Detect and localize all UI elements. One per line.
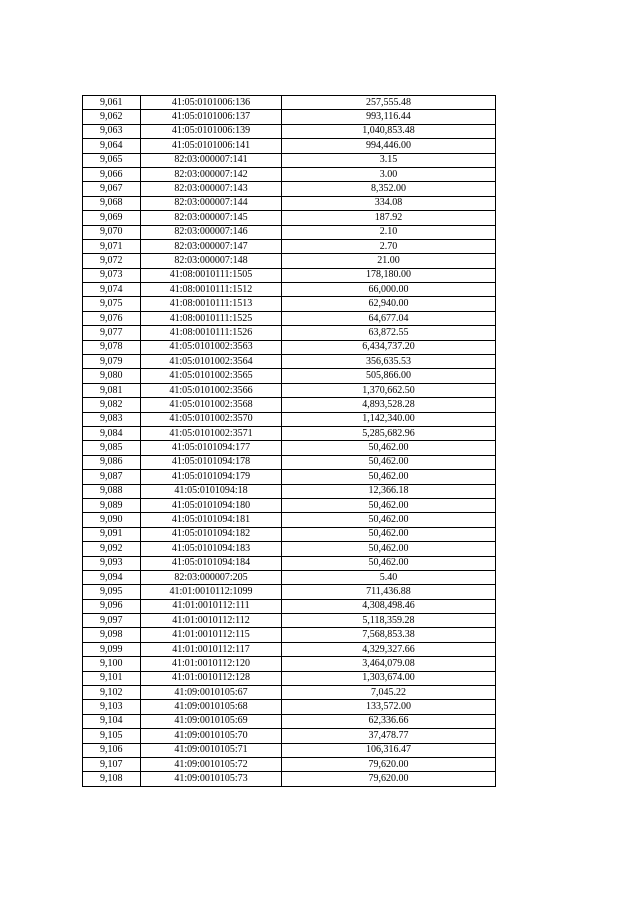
table-row [83,671,496,685]
row-number-cell: 9,087 [83,470,141,484]
table-row [83,498,496,512]
row-number-cell: 9,067 [83,182,141,196]
table-row [83,714,496,728]
row-number-cell: 9,080 [83,369,141,383]
table-row [83,239,496,253]
value-cell: 62,336.66 [282,714,496,728]
table-row [83,340,496,354]
value-cell: 7,045.22 [282,686,496,700]
row-number-cell: 9,064 [83,139,141,153]
row-number-cell: 9,084 [83,426,141,440]
value-cell: 50,462.00 [282,542,496,556]
row-number-cell: 9,062 [83,110,141,124]
value-cell: 79,620.00 [282,757,496,771]
cadastral-number-cell: 41:09:0010105:67 [141,686,282,700]
value-cell: 356,635.53 [282,355,496,369]
value-cell: 6,434,737.20 [282,340,496,354]
table-row [83,412,496,426]
cadastral-number-cell: 41:05:0101002:3570 [141,412,282,426]
row-number-cell: 9,103 [83,700,141,714]
row-number-cell: 9,061 [83,96,141,110]
row-number-cell: 9,095 [83,585,141,599]
table-row [83,124,496,138]
value-cell: 334.08 [282,196,496,210]
row-number-cell: 9,096 [83,599,141,613]
cadastral-number-cell: 82:03:000007:143 [141,182,282,196]
row-number-cell: 9,107 [83,757,141,771]
cadastral-number-cell: 41:05:0101094:178 [141,455,282,469]
table-row [83,398,496,412]
value-cell: 1,370,662.50 [282,383,496,397]
cadastral-number-cell: 82:03:000007:146 [141,225,282,239]
value-cell: 3,464,079.08 [282,657,496,671]
cadastral-number-cell: 41:01:0010112:120 [141,657,282,671]
value-cell: 63,872.55 [282,326,496,340]
table-row [83,369,496,383]
cadastral-number-cell: 41:01:0010112:112 [141,614,282,628]
value-cell: 994,446.00 [282,139,496,153]
table-row [83,441,496,455]
row-number-cell: 9,102 [83,686,141,700]
table-row [83,167,496,181]
cadastral-number-cell: 41:05:0101094:183 [141,542,282,556]
cadastral-number-cell: 41:05:0101094:180 [141,498,282,512]
row-number-cell: 9,065 [83,153,141,167]
cadastral-number-cell: 41:05:0101094:182 [141,527,282,541]
value-cell: 66,000.00 [282,283,496,297]
table-row [83,268,496,282]
cadastral-number-cell: 41:01:0010112:128 [141,671,282,685]
value-cell: 50,462.00 [282,441,496,455]
table-row [83,196,496,210]
table-row [83,470,496,484]
row-number-cell: 9,069 [83,211,141,225]
row-number-cell: 9,072 [83,254,141,268]
value-cell: 79,620.00 [282,772,496,786]
cadastral-number-cell: 82:03:000007:142 [141,167,282,181]
table-row [83,326,496,340]
row-number-cell: 9,063 [83,124,141,138]
cadastral-number-cell: 41:05:0101002:3571 [141,426,282,440]
value-cell: 187.92 [282,211,496,225]
row-number-cell: 9,100 [83,657,141,671]
row-number-cell: 9,106 [83,743,141,757]
row-number-cell: 9,075 [83,297,141,311]
value-cell: 37,478.77 [282,729,496,743]
cadastral-number-cell: 82:03:000007:144 [141,196,282,210]
table-row [83,556,496,570]
value-cell: 50,462.00 [282,498,496,512]
row-number-cell: 9,081 [83,383,141,397]
row-number-cell: 9,076 [83,311,141,325]
value-cell: 50,462.00 [282,513,496,527]
row-number-cell: 9,099 [83,642,141,656]
table-row [83,484,496,498]
cadastral-number-cell: 41:09:0010105:72 [141,757,282,771]
value-cell: 3.00 [282,167,496,181]
value-cell: 5,118,359.28 [282,614,496,628]
cadastral-number-cell: 41:01:0010112:1099 [141,585,282,599]
table-row [83,283,496,297]
table-row [83,254,496,268]
row-number-cell: 9,101 [83,671,141,685]
cadastral-number-cell: 41:08:0010111:1505 [141,268,282,282]
value-cell: 5,285,682.96 [282,426,496,440]
cadastral-number-cell: 41:05:0101002:3563 [141,340,282,354]
cadastral-number-cell: 41:05:0101006:136 [141,96,282,110]
table-row [83,297,496,311]
table-row [83,513,496,527]
value-cell: 3.15 [282,153,496,167]
table-row [83,311,496,325]
cadastral-number-cell: 41:05:0101094:184 [141,556,282,570]
value-cell: 50,462.00 [282,527,496,541]
value-cell: 2.70 [282,239,496,253]
table-row [83,700,496,714]
value-cell: 12,366.18 [282,484,496,498]
value-cell: 50,462.00 [282,455,496,469]
value-cell: 1,040,853.48 [282,124,496,138]
cadastral-number-cell: 82:03:000007:141 [141,153,282,167]
cadastral-number-cell: 41:05:0101094:179 [141,470,282,484]
row-number-cell: 9,074 [83,283,141,297]
table-row [83,570,496,584]
row-number-cell: 9,093 [83,556,141,570]
row-number-cell: 9,085 [83,441,141,455]
value-cell: 133,572.00 [282,700,496,714]
value-cell: 8,352.00 [282,182,496,196]
cadastral-number-cell: 41:05:0101094:181 [141,513,282,527]
value-cell: 4,308,498.46 [282,599,496,613]
value-cell: 505,866.00 [282,369,496,383]
row-number-cell: 9,090 [83,513,141,527]
value-cell: 50,462.00 [282,556,496,570]
row-number-cell: 9,104 [83,714,141,728]
table-row [83,96,496,110]
table-row [83,153,496,167]
row-number-cell: 9,089 [83,498,141,512]
table-row [83,614,496,628]
value-cell: 1,303,674.00 [282,671,496,685]
value-cell: 2.10 [282,225,496,239]
table-row [83,110,496,124]
table-row [83,426,496,440]
value-cell: 1,142,340.00 [282,412,496,426]
cadastral-number-cell: 41:01:0010112:117 [141,642,282,656]
table-row [83,642,496,656]
cadastral-number-cell: 82:03:000007:145 [141,211,282,225]
row-number-cell: 9,066 [83,167,141,181]
row-number-cell: 9,079 [83,355,141,369]
cadastral-number-cell: 82:03:000007:148 [141,254,282,268]
cadastral-number-cell: 41:09:0010105:71 [141,743,282,757]
value-cell: 711,436.88 [282,585,496,599]
value-cell: 62,940.00 [282,297,496,311]
value-cell: 5.40 [282,570,496,584]
table-body [83,96,496,787]
row-number-cell: 9,077 [83,326,141,340]
row-number-cell: 9,094 [83,570,141,584]
row-number-cell: 9,088 [83,484,141,498]
cadastral-number-cell: 41:09:0010105:70 [141,729,282,743]
table-row [83,455,496,469]
value-cell: 50,462.00 [282,470,496,484]
table-row [83,182,496,196]
row-number-cell: 9,071 [83,239,141,253]
row-number-cell: 9,073 [83,268,141,282]
row-number-cell: 9,097 [83,614,141,628]
row-number-cell: 9,086 [83,455,141,469]
cadastral-number-cell: 82:03:000007:147 [141,239,282,253]
table-row [83,211,496,225]
row-number-cell: 9,068 [83,196,141,210]
table-row [83,585,496,599]
value-cell: 4,329,327.66 [282,642,496,656]
table-row [83,139,496,153]
row-number-cell: 9,105 [83,729,141,743]
cadastral-number-cell: 41:05:0101002:3566 [141,383,282,397]
table-row [83,729,496,743]
cadastral-number-cell: 41:05:0101002:3564 [141,355,282,369]
row-number-cell: 9,078 [83,340,141,354]
table-row [83,383,496,397]
cadastral-number-cell: 41:01:0010112:111 [141,599,282,613]
table-row [83,599,496,613]
cadastral-number-cell: 41:05:0101094:177 [141,441,282,455]
row-number-cell: 9,083 [83,412,141,426]
cadastral-number-cell: 41:09:0010105:73 [141,772,282,786]
table-row [83,225,496,239]
table-row [83,743,496,757]
row-number-cell: 9,082 [83,398,141,412]
row-number-cell: 9,098 [83,628,141,642]
cadastral-number-cell: 41:01:0010112:115 [141,628,282,642]
cadastral-number-cell: 41:05:0101094:18 [141,484,282,498]
value-cell: 178,180.00 [282,268,496,282]
value-cell: 21.00 [282,254,496,268]
cadastral-number-cell: 41:05:0101006:139 [141,124,282,138]
row-number-cell: 9,108 [83,772,141,786]
cadastral-number-cell: 41:08:0010111:1526 [141,326,282,340]
table-row [83,657,496,671]
row-number-cell: 9,070 [83,225,141,239]
cadastral-number-cell: 82:03:000007:205 [141,570,282,584]
cadastral-number-cell: 41:05:0101006:137 [141,110,282,124]
value-cell: 257,555.48 [282,96,496,110]
table-row [83,686,496,700]
cadastral-number-cell: 41:09:0010105:68 [141,700,282,714]
cadastral-number-cell: 41:08:0010111:1525 [141,311,282,325]
data-table [82,95,496,787]
cadastral-number-cell: 41:08:0010111:1512 [141,283,282,297]
value-cell: 7,568,853.38 [282,628,496,642]
value-cell: 993,116.44 [282,110,496,124]
cadastral-number-cell: 41:05:0101002:3565 [141,369,282,383]
cadastral-number-cell: 41:08:0010111:1513 [141,297,282,311]
value-cell: 106,316.47 [282,743,496,757]
table-row [83,527,496,541]
table-row [83,628,496,642]
cadastral-number-cell: 41:05:0101006:141 [141,139,282,153]
table-row [83,757,496,771]
cadastral-number-cell: 41:09:0010105:69 [141,714,282,728]
value-cell: 64,677.04 [282,311,496,325]
table-row [83,542,496,556]
table-row [83,772,496,786]
table-row [83,355,496,369]
value-cell: 4,893,528.28 [282,398,496,412]
row-number-cell: 9,092 [83,542,141,556]
row-number-cell: 9,091 [83,527,141,541]
cadastral-number-cell: 41:05:0101002:3568 [141,398,282,412]
